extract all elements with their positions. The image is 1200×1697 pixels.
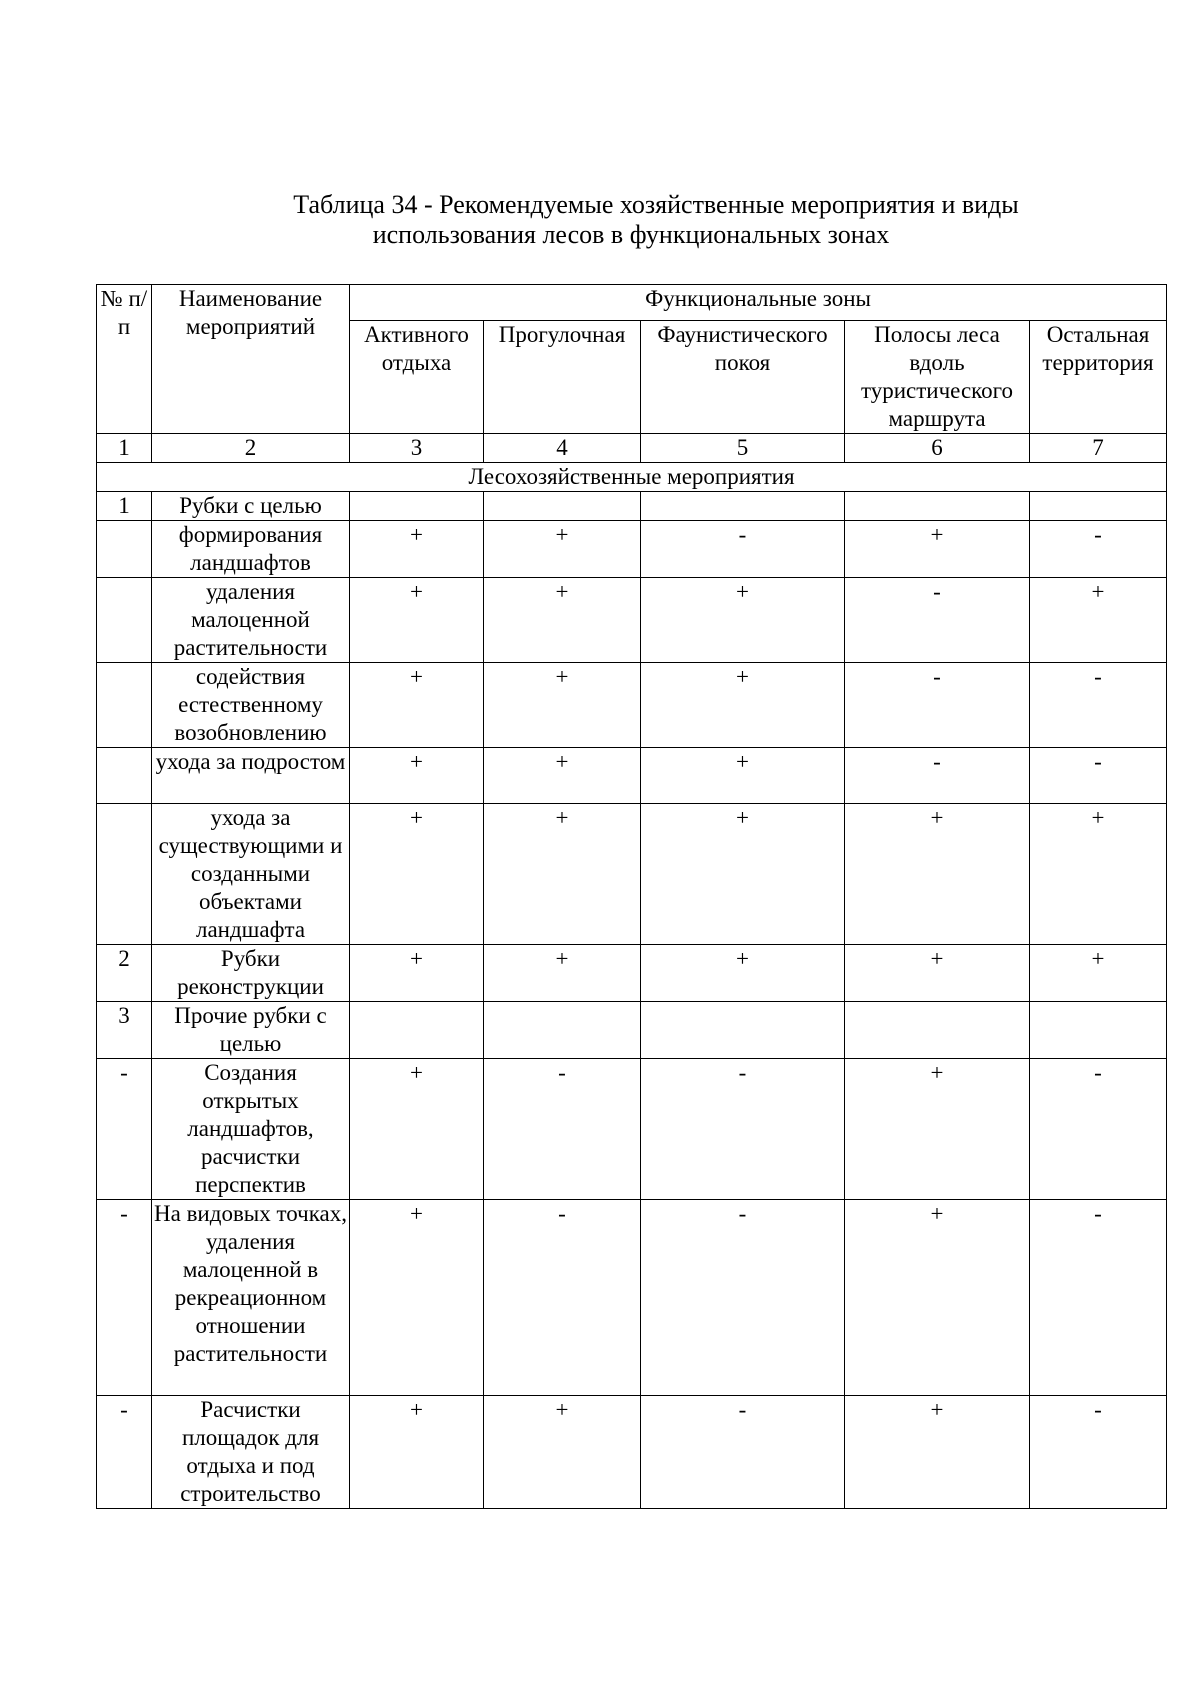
- row-num: -: [97, 1396, 152, 1509]
- row-mark: +: [845, 1059, 1030, 1200]
- caption-line-1: Таблица 34 - Рекомендуемые хозяйственные мероприятия и виды: [293, 190, 1019, 219]
- row-num: 1: [97, 492, 152, 521]
- row-mark: [484, 492, 641, 521]
- row-name: На видовых точках, удаления малоценной в рекреационном отношении растительности: [152, 1200, 350, 1396]
- row-mark: +: [641, 748, 845, 804]
- row-name: Расчистки площадок для отдыха и под строительство: [152, 1396, 350, 1509]
- row-mark: +: [845, 804, 1030, 945]
- header-zone-active: Активного отдыха: [350, 321, 484, 434]
- row-name: ухода за подростом: [152, 748, 350, 804]
- header-zone-trail: Полосы леса вдоль туристического маршрута: [845, 321, 1030, 434]
- row-mark: [1030, 1002, 1167, 1059]
- row-mark: +: [350, 1200, 484, 1396]
- row-mark: +: [484, 663, 641, 748]
- row-mark: [350, 492, 484, 521]
- row-mark: -: [1030, 748, 1167, 804]
- row-mark: +: [641, 578, 845, 663]
- col-number: 3: [350, 434, 484, 463]
- row-mark: -: [845, 663, 1030, 748]
- row-mark: +: [350, 1059, 484, 1200]
- row-mark: -: [1030, 1396, 1167, 1509]
- row-mark: -: [641, 1059, 845, 1200]
- section-title: Лесохозяйственные мероприятия: [97, 463, 1167, 492]
- row-num: 3: [97, 1002, 152, 1059]
- row-mark: +: [484, 1396, 641, 1509]
- column-numbers-row: [97, 434, 1167, 463]
- row-mark: +: [1030, 578, 1167, 663]
- row-mark: +: [350, 945, 484, 1002]
- row-mark: +: [350, 804, 484, 945]
- col-number: 7: [1030, 434, 1167, 463]
- header-num: № п/п: [97, 285, 152, 434]
- col-number: 4: [484, 434, 641, 463]
- row-name: удаления малоценной растительности: [152, 578, 350, 663]
- row-mark: +: [350, 578, 484, 663]
- row-mark: +: [350, 521, 484, 578]
- table-row: [97, 1059, 1167, 1200]
- row-mark: +: [350, 1396, 484, 1509]
- row-mark: +: [845, 1200, 1030, 1396]
- row-mark: +: [1030, 945, 1167, 1002]
- row-mark: -: [1030, 1200, 1167, 1396]
- row-mark: -: [484, 1059, 641, 1200]
- row-num: [97, 578, 152, 663]
- table-row: [97, 1200, 1167, 1396]
- table-caption: [96, 190, 1166, 250]
- col-number: 1: [97, 434, 152, 463]
- section-row: [97, 463, 1167, 492]
- row-mark: [641, 1002, 845, 1059]
- row-mark: -: [845, 748, 1030, 804]
- header-zone-other: Остальная территория: [1030, 321, 1167, 434]
- table-row: [97, 748, 1167, 804]
- table-row: [97, 663, 1167, 748]
- row-num: -: [97, 1200, 152, 1396]
- row-mark: +: [845, 945, 1030, 1002]
- row-mark: +: [641, 804, 845, 945]
- row-mark: -: [1030, 663, 1167, 748]
- row-num: 2: [97, 945, 152, 1002]
- row-mark: +: [641, 945, 845, 1002]
- col-number: 6: [845, 434, 1030, 463]
- row-mark: -: [641, 521, 845, 578]
- header-name: Наименование мероприятий: [152, 285, 350, 434]
- row-mark: +: [350, 748, 484, 804]
- row-num: -: [97, 1059, 152, 1200]
- header-row-top: [97, 285, 1167, 321]
- table-row: [97, 521, 1167, 578]
- row-mark: +: [484, 804, 641, 945]
- row-name: Создания открытых ландшафтов, расчистки перспектив: [152, 1059, 350, 1200]
- row-name: Рубки реконструкции: [152, 945, 350, 1002]
- row-mark: [350, 1002, 484, 1059]
- row-mark: -: [1030, 521, 1167, 578]
- col-number: 2: [152, 434, 350, 463]
- row-name: формирования ландшафтов: [152, 521, 350, 578]
- table-row: [97, 578, 1167, 663]
- row-mark: -: [484, 1200, 641, 1396]
- table-row: [97, 945, 1167, 1002]
- activities-table: [96, 284, 1167, 1509]
- caption-line-2: использования лесов в функциональных зонах: [372, 220, 890, 249]
- row-name: содействия естественному возобновлению: [152, 663, 350, 748]
- row-num: [97, 521, 152, 578]
- row-mark: +: [484, 521, 641, 578]
- header-zones-title: Функциональные зоны: [350, 285, 1167, 321]
- row-mark: -: [1030, 1059, 1167, 1200]
- row-mark: -: [641, 1396, 845, 1509]
- header-zone-fauna: Фаунистического покоя: [641, 321, 845, 434]
- row-mark: [484, 1002, 641, 1059]
- table-row: [97, 492, 1167, 521]
- row-num: [97, 804, 152, 945]
- row-mark: +: [484, 945, 641, 1002]
- row-mark: [845, 1002, 1030, 1059]
- col-number: 5: [641, 434, 845, 463]
- row-mark: [845, 492, 1030, 521]
- table-row: [97, 1396, 1167, 1509]
- row-mark: +: [484, 748, 641, 804]
- row-name: Рубки с целью: [152, 492, 350, 521]
- row-mark: +: [845, 521, 1030, 578]
- row-name: ухода за существующими и созданными объектами ландшафта: [152, 804, 350, 945]
- table-row: [97, 1002, 1167, 1059]
- row-mark: +: [1030, 804, 1167, 945]
- row-mark: -: [641, 1200, 845, 1396]
- row-mark: -: [845, 578, 1030, 663]
- row-num: [97, 663, 152, 748]
- row-mark: [1030, 492, 1167, 521]
- row-name: Прочие рубки с целью: [152, 1002, 350, 1059]
- row-mark: [641, 492, 845, 521]
- row-mark: +: [845, 1396, 1030, 1509]
- row-num: [97, 748, 152, 804]
- row-mark: +: [350, 663, 484, 748]
- row-mark: +: [641, 663, 845, 748]
- row-mark: +: [484, 578, 641, 663]
- table-row: [97, 804, 1167, 945]
- header-zone-walking: Прогулочная: [484, 321, 641, 434]
